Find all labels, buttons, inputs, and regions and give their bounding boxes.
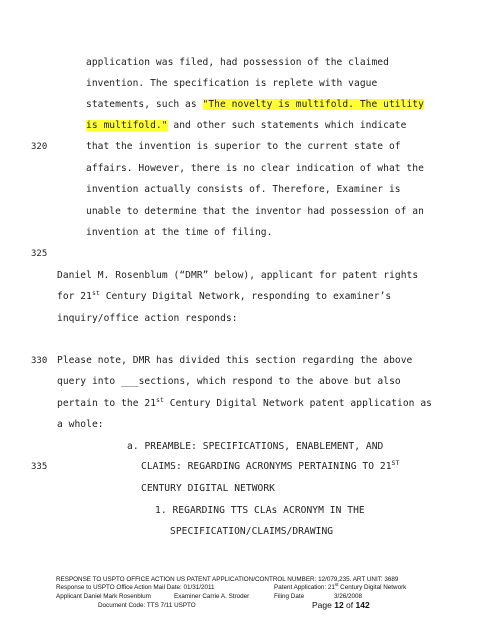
body-text: statements, such as <box>86 99 203 110</box>
body-line-10: Daniel M. Rosenblum (“DMR” below), applicant for patent rights <box>57 270 419 281</box>
superscript: st <box>156 396 164 404</box>
line-number-330: 330 <box>31 356 48 366</box>
footer-text: Century Digital Network <box>338 584 407 591</box>
body-line-13: Please note, DMR has divided this section regarding the above <box>57 355 413 366</box>
body-line-15 <box>57 398 432 409</box>
footer-filing-date: 3/26/2008 <box>334 593 363 600</box>
body-line-3 <box>86 99 424 110</box>
line-number-335: 335 <box>31 462 48 472</box>
body-text: CLAIMS: REGARDING ACRONYMS PERTAINING TO 21 <box>141 461 392 472</box>
footer-applicant: Applicant Daniel Mark Rosenblum <box>56 593 151 600</box>
body-line-9: invention at the time of filing. <box>86 227 273 238</box>
body-line-5: that the invention is superior to the current state of <box>86 141 401 152</box>
footer-doc-code: Document Code: TTS 7/11 USPTO <box>98 602 196 609</box>
superscript: st <box>91 289 100 297</box>
body-line-7: invention actually consists of. Therefore, Examiner is <box>86 184 401 195</box>
body-text: and other such statements which indicate <box>167 120 407 131</box>
page-of: of <box>343 600 356 610</box>
body-line-4 <box>86 120 406 131</box>
body-line-2: invention. The specification is replete with vague <box>86 78 378 89</box>
heading-preamble: a. PREAMBLE: SPECIFICATIONS, ENABLEMENT, AND <box>127 441 384 452</box>
superscript: st <box>334 582 339 587</box>
superscript: ST <box>391 459 400 467</box>
body-text: for 21 <box>57 291 92 302</box>
page-label: Page <box>312 600 335 610</box>
footer-patent-app <box>274 584 406 591</box>
footer-text: Patent Application: 21 <box>274 584 335 591</box>
body-line-6: affairs. However, there is no clear indication of what the <box>86 163 424 174</box>
page-number: 12 <box>334 600 344 610</box>
highlighted-quote: is multifold." <box>86 120 168 131</box>
body-line-12: inquiry/office action responds: <box>57 313 238 324</box>
page-indicator <box>312 600 370 610</box>
highlighted-quote: "The novelty is multifold. The utility <box>202 99 424 110</box>
line-number-325: 325 <box>31 249 48 259</box>
footer-mail-date: Response to USPTO Office Action Mail Date: 01/31/2011 <box>56 584 215 591</box>
body-line-16: a whole: <box>57 419 104 430</box>
body-line-14: query into ___sections, which respond to the above but also <box>57 376 401 387</box>
footer-examiner: Examiner Carrie A. Stroder <box>174 593 250 600</box>
body-text: Century Digital Network patent application as <box>163 398 432 409</box>
body-text: Century Digital Network, responding to examiner’s <box>99 291 392 302</box>
subheading-spec: SPECIFICATION/CLAIMS/DRAWING <box>170 526 334 537</box>
page-total: 142 <box>355 600 370 610</box>
body-text: pertain to the 21 <box>57 398 157 409</box>
footer-line-1: RESPONSE TO USPTO OFFICE ACTION US PATENT APPLICATION/CONTROL NUMBER: 12/079,235. ART UNIT: 3689 <box>56 576 399 583</box>
body-line-11 <box>57 291 391 302</box>
subheading-tts: 1. REGARDING TTS CLAs ACRONYM IN THE <box>155 505 365 516</box>
body-line-8: unable to determine that the inventor had possession of an <box>86 206 424 217</box>
body-line-1: application was filed, had possession of the claimed <box>86 57 389 68</box>
heading-century: CENTURY DIGITAL NETWORK <box>141 483 275 494</box>
line-number-320: 320 <box>31 142 48 152</box>
heading-claims <box>141 461 399 472</box>
footer-filing-label: Filing Date <box>274 593 305 600</box>
